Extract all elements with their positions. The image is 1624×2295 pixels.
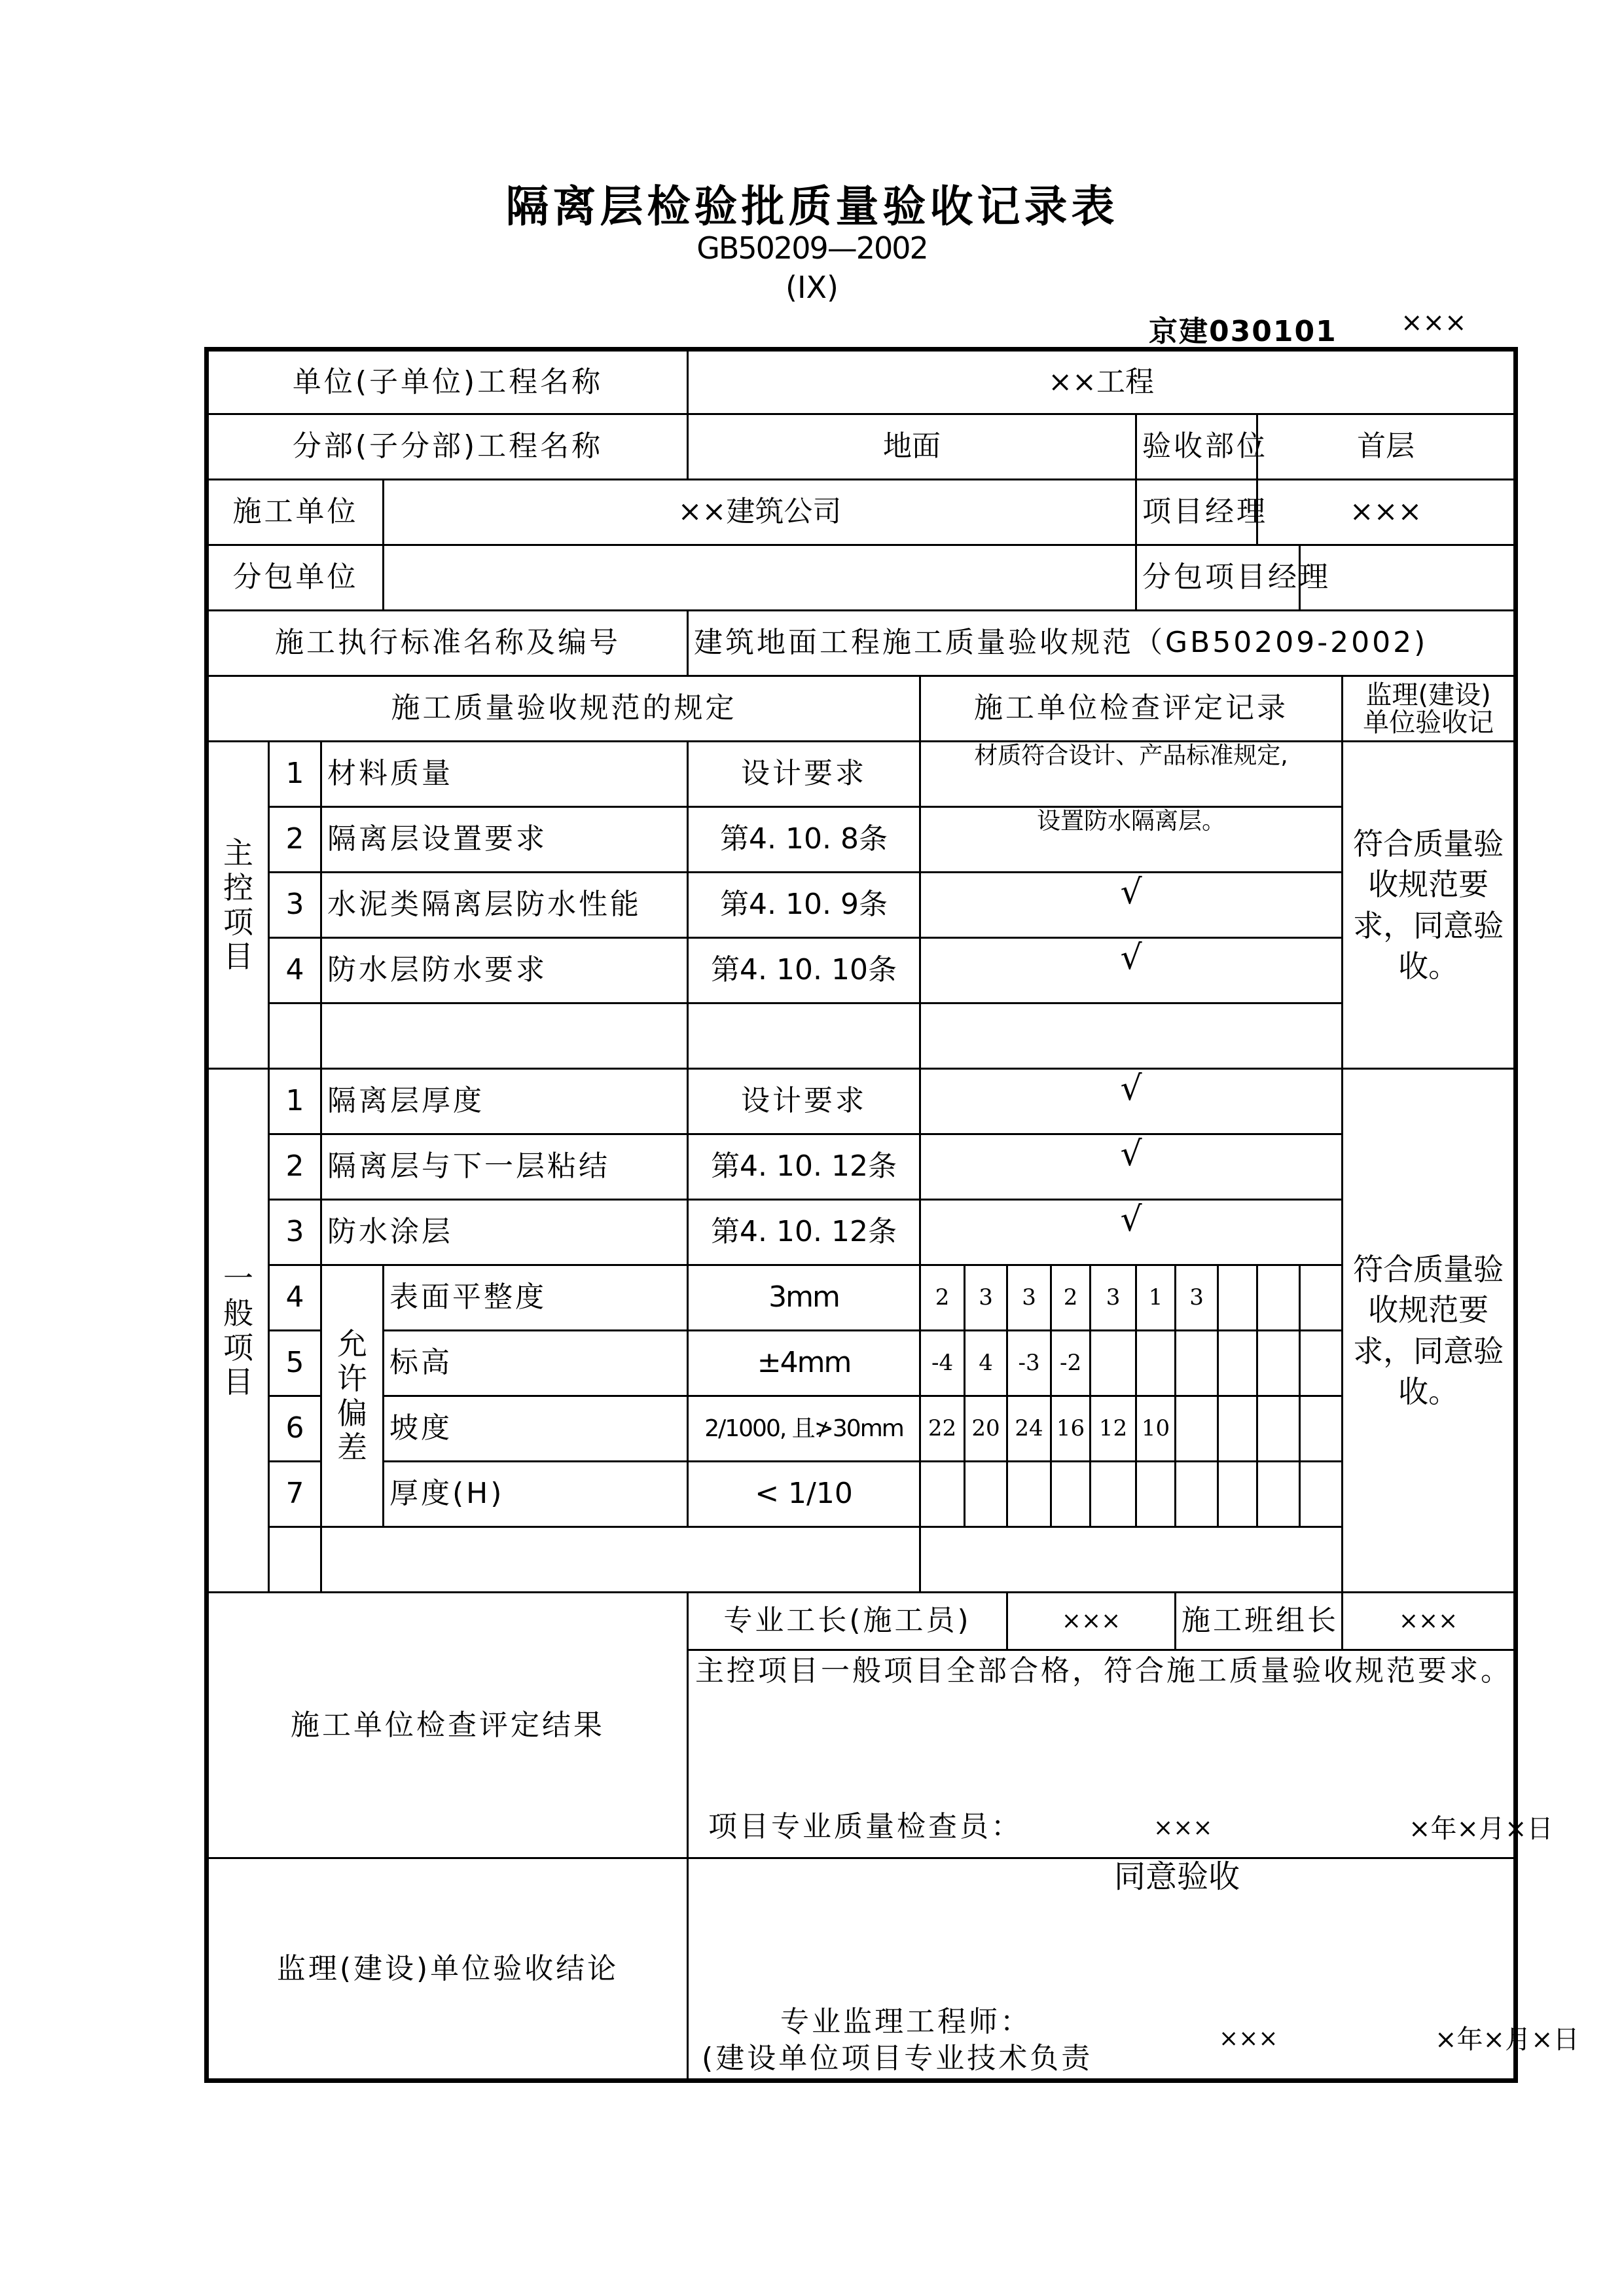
main-item-no: 4 bbox=[269, 938, 321, 1003]
quality-inspector-value: ××× bbox=[1153, 1814, 1213, 1841]
main-item-record: √ bbox=[920, 873, 1343, 938]
measurement-value bbox=[1091, 1462, 1136, 1527]
measurement-value bbox=[1091, 1331, 1136, 1396]
deviation-item-spec: ±4mm bbox=[688, 1331, 920, 1396]
general-item-no: 2 bbox=[269, 1134, 321, 1200]
general-item-record: √ bbox=[920, 1069, 1343, 1134]
form-code-value: ××× bbox=[1401, 308, 1467, 338]
supervision-engineer-label: 专业监理工程师： bbox=[780, 2005, 1032, 2039]
measurement-value: 3 bbox=[965, 1265, 1007, 1331]
main-item-name: 隔离层设置要求 bbox=[321, 807, 688, 873]
general-item-no: 1 bbox=[269, 1069, 321, 1134]
main-items-conclusion: 符合质量验收规范要求，同意验收。 bbox=[1343, 742, 1516, 1069]
measurement-value bbox=[1051, 1462, 1091, 1527]
spec-column-header: 施工质量验收规范的规定 bbox=[207, 676, 920, 742]
general-item-empty-no bbox=[269, 1527, 321, 1593]
foreman-value: ××× bbox=[1007, 1593, 1176, 1650]
measurement-value bbox=[1300, 1331, 1343, 1396]
construction-result-body bbox=[688, 1650, 1553, 1858]
measurement-value bbox=[1300, 1396, 1343, 1462]
supervision-header-line2: 单位验收记 bbox=[1363, 707, 1494, 738]
measurement-value bbox=[1218, 1462, 1257, 1527]
measurement-value: 24 bbox=[1007, 1396, 1051, 1462]
supervision-result-body bbox=[688, 1858, 1579, 2081]
project-manager-label: 项目经理 bbox=[1136, 480, 1257, 545]
team-leader-label: 施工班组长 bbox=[1176, 1593, 1343, 1650]
page-title: 隔离层检验批质量验收记录表 bbox=[505, 181, 1119, 232]
deviation-item-name: 坡度 bbox=[384, 1396, 688, 1462]
main-item-no: 2 bbox=[269, 807, 321, 873]
deviation-item-no: 4 bbox=[269, 1265, 321, 1331]
measurement-value bbox=[1257, 1396, 1300, 1462]
measurement-value bbox=[1176, 1396, 1218, 1462]
deviation-item-name: 标高 bbox=[384, 1331, 688, 1396]
unit-project-label: 单位(子单位)工程名称 bbox=[207, 350, 688, 414]
deviation-item-no: 6 bbox=[269, 1396, 321, 1462]
main-item-record: 材质符合设计、产品标准规定, bbox=[920, 742, 1343, 807]
measurement-value bbox=[1176, 1462, 1218, 1527]
main-item-spec: 设计要求 bbox=[688, 742, 920, 807]
supervision-column-header bbox=[1343, 676, 1516, 742]
inspection-record-table bbox=[204, 347, 1579, 2083]
measurement-value: -3 bbox=[1007, 1331, 1051, 1396]
sub-project-manager-value bbox=[1300, 545, 1516, 611]
measurement-value: 1 bbox=[1136, 1265, 1176, 1331]
measurement-value bbox=[1136, 1462, 1176, 1527]
form-code-label: 京建030101 bbox=[1149, 315, 1337, 348]
main-item-name: 材料质量 bbox=[321, 742, 688, 807]
deviation-item-spec: 3mm bbox=[688, 1265, 920, 1331]
construction-unit-value: ××建筑公司 bbox=[384, 480, 1136, 545]
main-item-spec: 第4. 10. 10条 bbox=[688, 938, 920, 1003]
measurement-value bbox=[1257, 1265, 1300, 1331]
acceptance-part-label: 验收部位 bbox=[1136, 414, 1257, 480]
measurement-value bbox=[1218, 1331, 1257, 1396]
deviation-item-name: 表面平整度 bbox=[384, 1265, 688, 1331]
standard-label: 施工执行标准名称及编号 bbox=[207, 611, 688, 676]
main-item-spec: 第4. 10. 8条 bbox=[688, 807, 920, 873]
general-item-record: √ bbox=[920, 1134, 1343, 1200]
deviation-item-spec: < 1/10 bbox=[688, 1462, 920, 1527]
measurement-value: 3 bbox=[1176, 1265, 1218, 1331]
project-manager-value: ××× bbox=[1257, 480, 1516, 545]
measurement-value: 4 bbox=[965, 1331, 1007, 1396]
sub-project-value: 地面 bbox=[688, 414, 1136, 480]
foreman-label: 专业工长(施工员) bbox=[688, 1593, 1007, 1650]
deviation-item-name: 厚度(H) bbox=[384, 1462, 688, 1527]
measurement-value bbox=[1218, 1265, 1257, 1331]
main-item-empty-spec bbox=[688, 1003, 920, 1069]
main-items-group-label: 主控项目 bbox=[207, 742, 269, 1069]
general-item-spec: 第4. 10. 12条 bbox=[688, 1200, 920, 1265]
measurement-value bbox=[1136, 1331, 1176, 1396]
main-item-no: 3 bbox=[269, 873, 321, 938]
construction-unit-label: 施工单位 bbox=[207, 480, 384, 545]
measurement-value: 3 bbox=[1007, 1265, 1051, 1331]
construction-result-label: 施工单位检查评定结果 bbox=[207, 1593, 688, 1858]
general-item-record: √ bbox=[920, 1200, 1343, 1265]
standard-number: GB50209—2002 bbox=[696, 230, 928, 266]
main-item-spec: 第4. 10. 9条 bbox=[688, 873, 920, 938]
measurement-value: 16 bbox=[1051, 1396, 1091, 1462]
general-item-empty-record bbox=[920, 1527, 1343, 1593]
main-item-empty-no bbox=[269, 1003, 321, 1069]
main-item-name: 防水层防水要求 bbox=[321, 938, 688, 1003]
measurement-value bbox=[1218, 1396, 1257, 1462]
team-leader-value: ××× bbox=[1343, 1593, 1516, 1650]
check-column-header: 施工单位检查评定记录 bbox=[920, 676, 1343, 742]
general-item-name: 防水涂层 bbox=[321, 1200, 688, 1265]
measurement-value bbox=[1300, 1265, 1343, 1331]
measurement-value bbox=[1300, 1462, 1343, 1527]
measurement-value: 2 bbox=[920, 1265, 965, 1331]
general-items-conclusion: 符合质量验收规范要求，同意验收。 bbox=[1343, 1069, 1516, 1593]
measurement-value bbox=[1257, 1462, 1300, 1527]
measurement-value: 3 bbox=[1091, 1265, 1136, 1331]
acceptance-part-value: 首层 bbox=[1257, 414, 1516, 480]
unit-project-value: ××工程 bbox=[688, 350, 1516, 414]
measurement-value: 20 bbox=[965, 1396, 1007, 1462]
supervision-engineer-label-2: (建设单位项目专业技术负责 bbox=[702, 2042, 1093, 2076]
main-item-no: 1 bbox=[269, 742, 321, 807]
deviation-item-no: 5 bbox=[269, 1331, 321, 1396]
measurement-value: -2 bbox=[1051, 1331, 1091, 1396]
measurement-value: 22 bbox=[920, 1396, 965, 1462]
subcontractor-value bbox=[384, 545, 1136, 611]
measurement-value bbox=[965, 1462, 1007, 1527]
deviation-group-label: 允许偏差 bbox=[321, 1265, 384, 1527]
measurement-value bbox=[920, 1462, 965, 1527]
measurement-value: 2 bbox=[1051, 1265, 1091, 1331]
measurement-value: 10 bbox=[1136, 1396, 1176, 1462]
deviation-item-no: 7 bbox=[269, 1462, 321, 1527]
construction-result-date: ×年×月×日 bbox=[1409, 1814, 1553, 1844]
quality-inspector-label: 项目专业质量检查员： bbox=[708, 1810, 1023, 1844]
measurement-value bbox=[1007, 1462, 1051, 1527]
supervision-engineer-value: ××× bbox=[1219, 2025, 1278, 2052]
general-item-name: 隔离层与下一层粘结 bbox=[321, 1134, 688, 1200]
supervision-header-line1: 监理(建设) bbox=[1365, 679, 1491, 710]
supervision-result-text: 同意验收 bbox=[1114, 1858, 1240, 1895]
measurement-value: -4 bbox=[920, 1331, 965, 1396]
general-item-empty-name bbox=[321, 1527, 920, 1593]
deviation-item-spec: 2/1000, 且≯30mm bbox=[688, 1396, 920, 1462]
sub-project-manager-label: 分包项目经理 bbox=[1136, 545, 1300, 611]
standard-value: 建筑地面工程施工质量验收规范（GB50209-2002) bbox=[688, 611, 1516, 676]
main-item-record: √ bbox=[920, 938, 1343, 1003]
measurement-value: 12 bbox=[1091, 1396, 1136, 1462]
measurement-value bbox=[1257, 1331, 1300, 1396]
general-item-spec: 第4. 10. 12条 bbox=[688, 1134, 920, 1200]
sub-project-label: 分部(子分部)工程名称 bbox=[207, 414, 688, 480]
main-item-name: 水泥类隔离层防水性能 bbox=[321, 873, 688, 938]
subcontractor-label: 分包单位 bbox=[207, 545, 384, 611]
form-roman-number: (ⅠX) bbox=[785, 270, 839, 305]
main-item-empty-name bbox=[321, 1003, 688, 1069]
general-item-spec: 设计要求 bbox=[688, 1069, 920, 1134]
supervision-result-date: ×年×月×日 bbox=[1435, 2025, 1579, 2055]
general-item-no: 3 bbox=[269, 1200, 321, 1265]
main-item-empty-record bbox=[920, 1003, 1343, 1069]
construction-result-text: 主控项目一般项目全部合格，符合施工质量验收规范要求。 bbox=[695, 1654, 1513, 1688]
measurement-value bbox=[1176, 1331, 1218, 1396]
general-item-name: 隔离层厚度 bbox=[321, 1069, 688, 1134]
supervision-result-label: 监理(建设)单位验收结论 bbox=[207, 1858, 688, 2081]
main-item-record: 设置防水隔离层。 bbox=[920, 807, 1343, 873]
general-items-group-label: 一般项目 bbox=[207, 1069, 269, 1593]
